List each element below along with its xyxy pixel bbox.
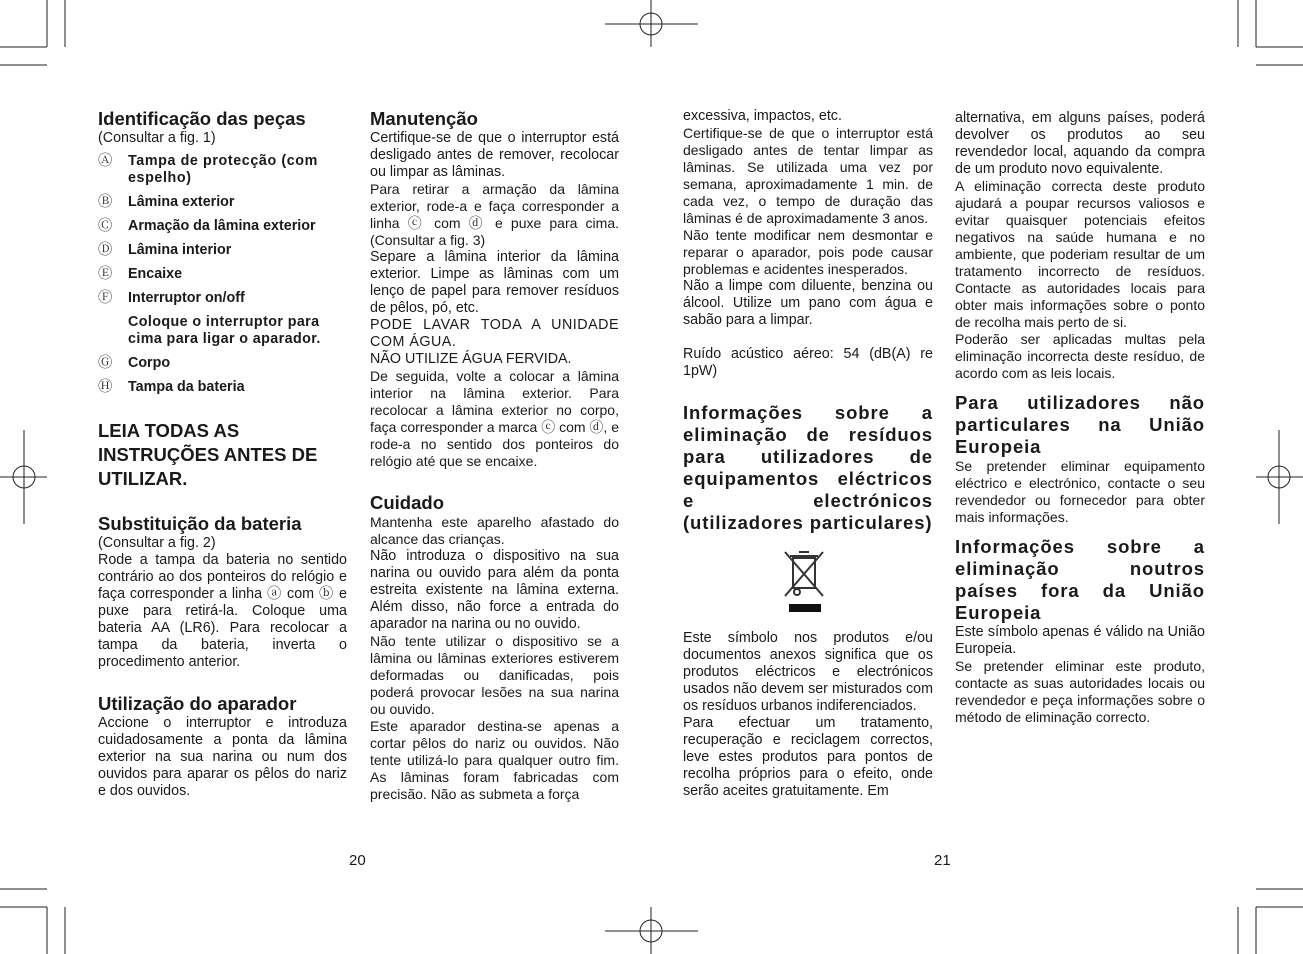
- use-text: Accione o interruptor e introduza cuidadosamente a ponta da lâmina exterior na sua narina ou num dos ouvidos para aparar os pêlos do nariz e dos ouvidos.: [98, 715, 347, 799]
- parts-list: [98, 153, 347, 396]
- caution-heading: Cuidado: [370, 492, 444, 513]
- battery-text: Rode a tampa da bateria no sentido contrário ao dos ponteiros do relógio e faça corresponder a linha ⓐ com ⓑ e puxe para retirá-la. Coloque uma bateria AA (LR6). Para recolocar a tampa da bateria, inverta o procedimento anterior.: [98, 552, 347, 670]
- continued-paragraph: Não a limpe com diluente, benzina ou álcool. Utilize um pano com água e sabão para a limpar.: [683, 278, 933, 328]
- crossed-out-bin-icon: [781, 548, 829, 616]
- battery-reference: (Consultar a fig. 2): [98, 535, 216, 551]
- part-item: Ⓒ Armação da lâmina exterior: [98, 218, 316, 234]
- part-item: Ⓑ Lâmina exterior: [98, 194, 235, 210]
- part-item: Ⓗ Tampa da bateria: [98, 379, 245, 395]
- business-users-text: Se pretender eliminar equipamento eléctrico e electrónico, contacte o seu revendedor ou fornecedor para obter mais informações.: [955, 458, 1205, 525]
- part-item: Ⓖ Corpo: [98, 355, 171, 371]
- maintenance-paragraph: Para retirar a armação da lâmina exterior, rode-a e faça corresponder a linha ⓒ com ⓓ e puxe para cima. (Consultar a fig. 3): [370, 181, 619, 248]
- business-users-heading: Para utilizadores não particulares na União Europeia: [955, 392, 1205, 457]
- maintenance-heading: Manutenção: [370, 108, 478, 129]
- continued-paragraph: alternativa, em alguns países, poderá devolver os produtos ao seu revendedor local, aquando da compra de um produto novo equivalente.: [955, 110, 1205, 177]
- caution-paragraph: Este aparador destina-se apenas a cortar pêlos do nariz ou ouvidos. Não tente utilizá-lo para qualquer outro fim. As lâminas foram fabricadas com precisão. Não as submeta a força: [370, 718, 619, 802]
- maintenance-paragraph: NÃO UTILIZE ÁGUA FERVIDA.: [370, 351, 572, 367]
- left-page-column-1: [98, 108, 347, 800]
- warning-heading: LEIA TODAS AS INSTRUÇÕES ANTES DE UTILIZAR.: [98, 420, 318, 489]
- page-number-left: 20: [349, 852, 366, 869]
- maintenance-paragraph: Certifique-se de que o interruptor está desligado antes de remover, recolocar ou limpar as lâminas.: [370, 130, 619, 180]
- page-number-right: 21: [934, 852, 951, 869]
- continued-paragraph: excessiva, impactos, etc.: [683, 108, 842, 124]
- right-page-column-2: [955, 110, 1205, 726]
- caution-paragraph: Mantenha este aparelho afastado do alcance das crianças.: [370, 514, 619, 547]
- outside-eu-paragraph: Se pretender eliminar este produto, contacte as suas autoridades locais ou revendedor e peça informações sobre o método de eliminação correcto.: [955, 658, 1205, 725]
- caution-paragraph: Não introduza o dispositivo na sua narina ou ouvido para além da ponta estreita existente na lâmina externa. Além disso, não force a entrada do aparador na narina ou no ouvido.: [370, 548, 619, 632]
- part-item: Ⓔ Encaixe: [98, 266, 183, 282]
- outside-eu-heading: Informações sobre a eliminação noutros países fora da União Europeia: [955, 536, 1205, 623]
- maintenance-paragraph: PODE LAVAR TODA A UNIDADE COM ÁGUA.: [370, 317, 619, 350]
- continued-paragraph: A eliminação correcta deste produto ajudará a poupar recursos valiosos e evitar quaisquer potenciais efeitos negativos na saúde humana e no ambiente, que poderiam resultar de um tratamento incorrecto de resíduos. Contacte as autoridades locais para obter mais informações sobre o ponto de recolha mais perto de si.: [955, 178, 1205, 330]
- part-item: Ⓕ Interruptor on/off: [98, 290, 245, 306]
- right-page-column-1: [683, 108, 933, 800]
- battery-heading: Substituição da bateria: [98, 513, 302, 534]
- part-note: Coloque o interruptor para cima para ligar o aparador.: [128, 314, 321, 347]
- continued-paragraph: Não tente modificar nem desmontar e reparar o aparador, pois pode causar problemas e acidentes inesperados.: [683, 227, 933, 277]
- continued-paragraph: Poderão ser aplicadas multas pela eliminação incorrecta deste resíduo, de acordo com as leis locais.: [955, 331, 1205, 381]
- caution-paragraph: Não tente utilizar o dispositivo se a lâmina ou lâminas exteriores estiverem deformadas ou danificadas, pois poderá provocar lesões na sua narina ou ouvido.: [370, 633, 619, 717]
- outside-eu-paragraph: Este símbolo apenas é válido na União Europeia.: [955, 624, 1205, 657]
- part-item: Ⓐ Tampa de protecção (com espelho): [98, 153, 318, 186]
- symbol-paragraph: Este símbolo nos produtos e/ou documentos anexos significa que os produtos eléctricos e electrónicos usados não devem ser misturados com os resíduos urbanos indiferenciados.: [683, 630, 933, 714]
- noise-spec: Ruído acústico aéreo: 54 (dB(A) re 1pW): [683, 346, 933, 379]
- symbol-paragraph: Para efectuar um tratamento, recuperação e reciclagem correctos, leve estes produtos para pontos de recolha próprios para o efeito, onde serão aceites gratuitamente. Em: [683, 715, 933, 799]
- parts-reference: (Consultar a fig. 1): [98, 130, 216, 146]
- use-heading: Utilização do aparador: [98, 693, 297, 714]
- parts-heading: Identificação das peças: [98, 108, 306, 129]
- left-page-column-2: [370, 108, 619, 803]
- maintenance-paragraph: Separe a lâmina interior da lâmina exterior. Limpe as lâminas com um lenço de papel para remover resíduos de pêlos, pó, etc.: [370, 249, 619, 316]
- part-item: Ⓓ Lâmina interior: [98, 242, 232, 258]
- maintenance-paragraph: De seguida, volte a colocar a lâmina interior na lâmina exterior. Para recolocar a lâmina exterior no corpo, faça corresponder a marca ⓒ com ⓓ, e rode-a no sentido dos ponteiros do relógio até que se encaixe.: [370, 368, 619, 469]
- continued-paragraph: Certifique-se de que o interruptor está desligado antes de tentar limpar as lâminas. Se utilizada uma vez por semana, aproximadamente 1 min. de cada vez, o tempo de duração das lâminas é de aproximadamente 3 anos.: [683, 125, 933, 226]
- disposal-heading: Informações sobre a eliminação de resíduos para utilizadores de equipamentos eléctricos e electrónicos (utilizadores particulares): [683, 402, 933, 533]
